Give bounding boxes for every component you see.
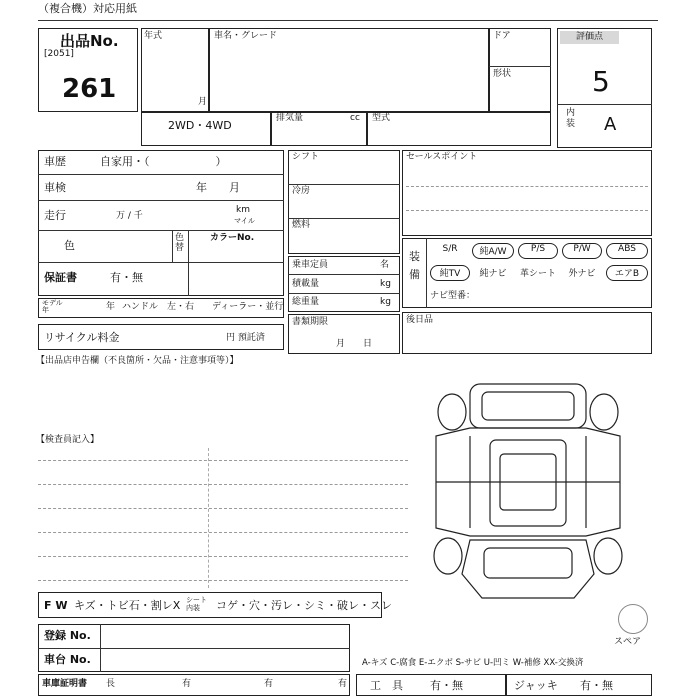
- mileage-label: 走行: [44, 209, 66, 222]
- spare-label: スペア: [614, 637, 642, 647]
- interior-label: 内装: [566, 108, 576, 129]
- model-box: [367, 112, 551, 146]
- equip-navi: 純ナビ: [479, 269, 507, 279]
- fuel-label: 燃料: [292, 220, 311, 230]
- equip-ext-navi: 外ナビ: [568, 269, 596, 279]
- lot-number: 261: [62, 74, 117, 104]
- door-label: ドア: [493, 31, 511, 41]
- warranty-options: 有・無: [110, 271, 143, 284]
- tool-label: 工 具: [370, 679, 403, 692]
- cert-item-1: 長: [106, 679, 116, 689]
- car-diagram: [408, 378, 648, 608]
- damage-codes: A-キズ C-腐食 E-エクボ S-サビ U-凹ミ W-補修 XX-交換済: [362, 658, 584, 668]
- dealer-label: ディーラー・並行: [212, 302, 284, 312]
- displacement-label: 排気量: [276, 113, 304, 123]
- color-no-label: カラーNo.: [210, 233, 255, 243]
- mileage-units: 万 / 千: [116, 211, 143, 221]
- tool-options: 有・無: [430, 679, 463, 692]
- later-label: 後日品: [406, 315, 434, 325]
- equip-tv: 純TV: [430, 265, 470, 281]
- mileage-unit-mile: マイル: [234, 217, 255, 225]
- navi-model-label: ナビ型番：: [430, 291, 476, 301]
- equip-leather: 革シート: [519, 269, 556, 279]
- cert-item-4: 有: [338, 679, 348, 689]
- lot-badge: [2051]: [44, 49, 74, 59]
- equip-aw: 純A/W: [472, 243, 514, 259]
- form-type-label: （複合機）対応用紙: [38, 2, 137, 15]
- gross-unit: kg: [380, 297, 391, 307]
- shift-label: シフト: [292, 152, 320, 162]
- equip-pw: P/W: [562, 243, 602, 259]
- recycle-label: リサイクル料金: [44, 331, 120, 344]
- equip-airbag: エアB: [606, 265, 648, 281]
- legend-fw: F W: [44, 599, 68, 612]
- color-change-label: 色替: [175, 233, 185, 253]
- year-month-unit: 月: [198, 97, 208, 107]
- cooling-label: 冷房: [292, 186, 311, 196]
- passengers-label: 乗車定員: [292, 260, 329, 270]
- cert-item-3: 有: [264, 679, 274, 689]
- passengers-unit: 名: [380, 260, 390, 270]
- cert-item-2: 有: [182, 679, 192, 689]
- model-year-label: モデル年: [42, 299, 63, 314]
- model-label: 型式: [372, 113, 391, 123]
- cert-label: 車庫証明書: [42, 679, 88, 689]
- body-shape-label: 形状: [493, 69, 512, 79]
- color-label: 色: [64, 239, 75, 252]
- equip-abs: ABS: [606, 243, 648, 259]
- gross-label: 総重量: [292, 297, 320, 307]
- load-unit: kg: [380, 279, 391, 289]
- legend-items2: コゲ・穴・汚レ・シミ・破レ・スレ: [216, 599, 392, 612]
- handle-label: ハンドル 左・右: [122, 302, 195, 312]
- reg-label: 登録 No.: [44, 629, 91, 642]
- header-rule: [38, 20, 658, 21]
- equipment-label: 装備: [409, 250, 420, 281]
- inspection-label: 車検: [44, 181, 66, 194]
- sales-box: [402, 150, 652, 236]
- name-grade-label: 車名・グレード: [214, 31, 278, 41]
- equip-sr: S/R: [442, 244, 458, 254]
- legend-items1: キズ・トビ石・割レX: [74, 599, 181, 612]
- score-value: 5: [592, 65, 610, 98]
- score-label: 評価点: [560, 31, 619, 44]
- later-box: [402, 312, 652, 354]
- lot-label: 出品No.: [60, 32, 119, 50]
- equip-ps: P/S: [518, 243, 558, 259]
- jack-options: 有・無: [580, 679, 613, 692]
- jack-label: ジャッキ: [514, 679, 558, 692]
- sales-label: セールスポイント: [406, 152, 478, 162]
- history-label: 車歴: [44, 155, 66, 168]
- chassis-label: 車台 No.: [44, 653, 91, 666]
- load-label: 積載量: [292, 279, 320, 289]
- history-options: 自家用・（ ）: [100, 155, 227, 168]
- spare-circle: [618, 604, 648, 634]
- model-year-unit: 年: [106, 302, 116, 312]
- legend-seat: シート内装: [186, 596, 207, 613]
- interior-score: A: [604, 114, 617, 135]
- warranty-label: 保証書: [44, 271, 77, 284]
- docs-unit: 月 日: [336, 339, 373, 349]
- mileage-unit-km: km: [236, 205, 250, 215]
- shift-box: [288, 150, 400, 254]
- inspector-label: 【検査員記入】: [36, 435, 100, 445]
- displacement-unit: cc: [350, 113, 360, 123]
- docs-label: 書類期限: [292, 317, 329, 327]
- recycle-unit: 円 預託済: [226, 333, 265, 343]
- drive-label: 2WD・4WD: [168, 119, 232, 132]
- declaration-label: 【出品店申告欄（不良箇所・欠品・注意事項等）】: [36, 356, 239, 366]
- inspection-units: 年 月: [196, 181, 240, 194]
- year-label: 年式: [144, 31, 163, 41]
